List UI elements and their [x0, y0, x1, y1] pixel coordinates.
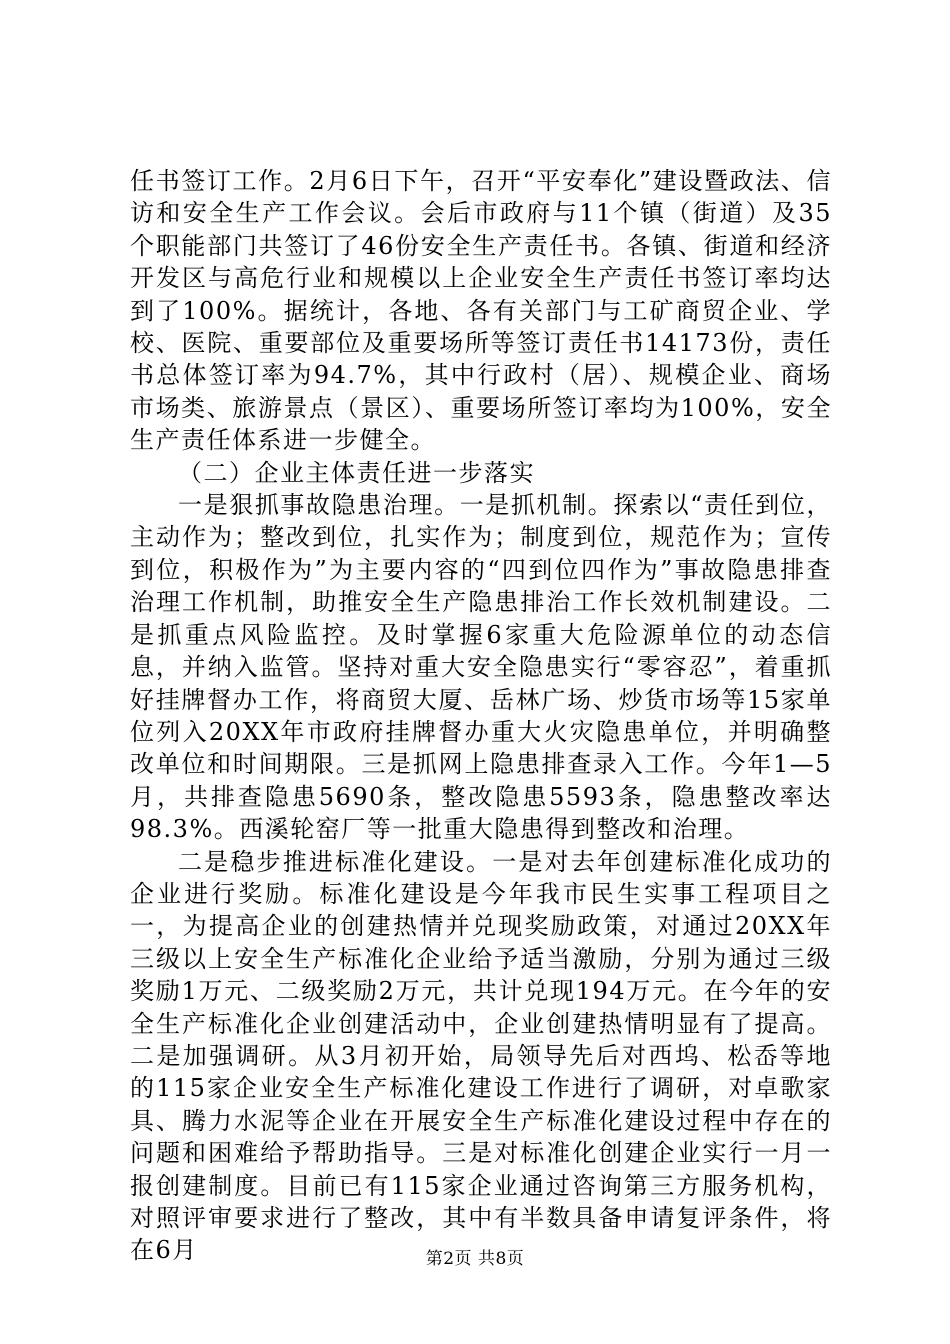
- page-number-footer: 第2页 共8页: [425, 1249, 525, 1269]
- paragraph-responsibility-signing: 任书签订工作。2月6日下午，召开“平安奉化”建设暨政法、信访和安全生产工作会议。会后市政府与11个镇（街道）及35个职能部门共签订了46份安全生产责任书。各镇、街道和经济开发区与高危行业和规模以上企业安全生产责任书签订率均达到了100%。据统计，各地、各有关部门与工矿商贸企业、学校、医院、重要部位及重要场所等签订责任书14173份，责任书总体签订率为94.7%，其中行政村（居）、规模企业、商场市场类、旅游景点（景区）、重要场所签订率均为100%，安全生产责任体系进一步健全。: [130, 167, 832, 455]
- document-body: [130, 165, 832, 1267]
- paragraph-standardization: 二是稳步推进标准化建设。一是对去年创建标准化成功的企业进行奖励。标准化建设是今年我市民生实事工程项目之一，为提高企业的创建热情并兑现奖励政策，对通过20XX年三级以上安全生产标准化企业给予适当激励，分别为通过三级奖励1万元、二级奖励2万元，共计兑现194万元。在今年的安全生产标准化企业创建活动中，企业创建热情明显有了提高。二是加强调研。从3月初开始，局领导先后对西坞、松岙等地的115家企业安全生产标准化建设工作进行了调研，对卓歌家具、腾力水泥等企业在开展安全生产标准化建设过程中存在的问题和困难给予帮助指导。三是对标准化创建企业实行一月一报创建制度。目前已有115家企业通过咨询第三方服务机构，对照评审要求进行了整改，其中有半数具备申请复评条件，将在6月: [130, 847, 832, 1265]
- paragraph-hazard-governance: 一是狠抓事故隐患治理。一是抓机制。探索以“责任到位，主动作为；整改到位，扎实作为；制度到位，规范作为；宣传到位，积极作为”为主要内容的“四到位四作为”事故隐患排查治理工作机制，助推安全生产隐患排治工作长效机制建设。二是抓重点风险监控。及时掌握6家重大危险源单位的动态信息，并纳入监管。坚持对重大安全隐患实行“零容忍”，着重抓好挂牌督办工作，将商贸大厦、岳林广场、炒货市场等15家单位列入20XX年市政府挂牌督办重大火灾隐患单位，并明确整改单位和时间期限。三是抓网上隐患排查录入工作。今年1—5月，共排查隐患5690条，整改隐患5593条，隐患整改率达98.3%。西溪轮窑厂等一批重大隐患得到整改和治理。: [130, 491, 832, 844]
- section-heading-enterprise-responsibility: （二）企业主体责任进一步落实: [178, 458, 535, 487]
